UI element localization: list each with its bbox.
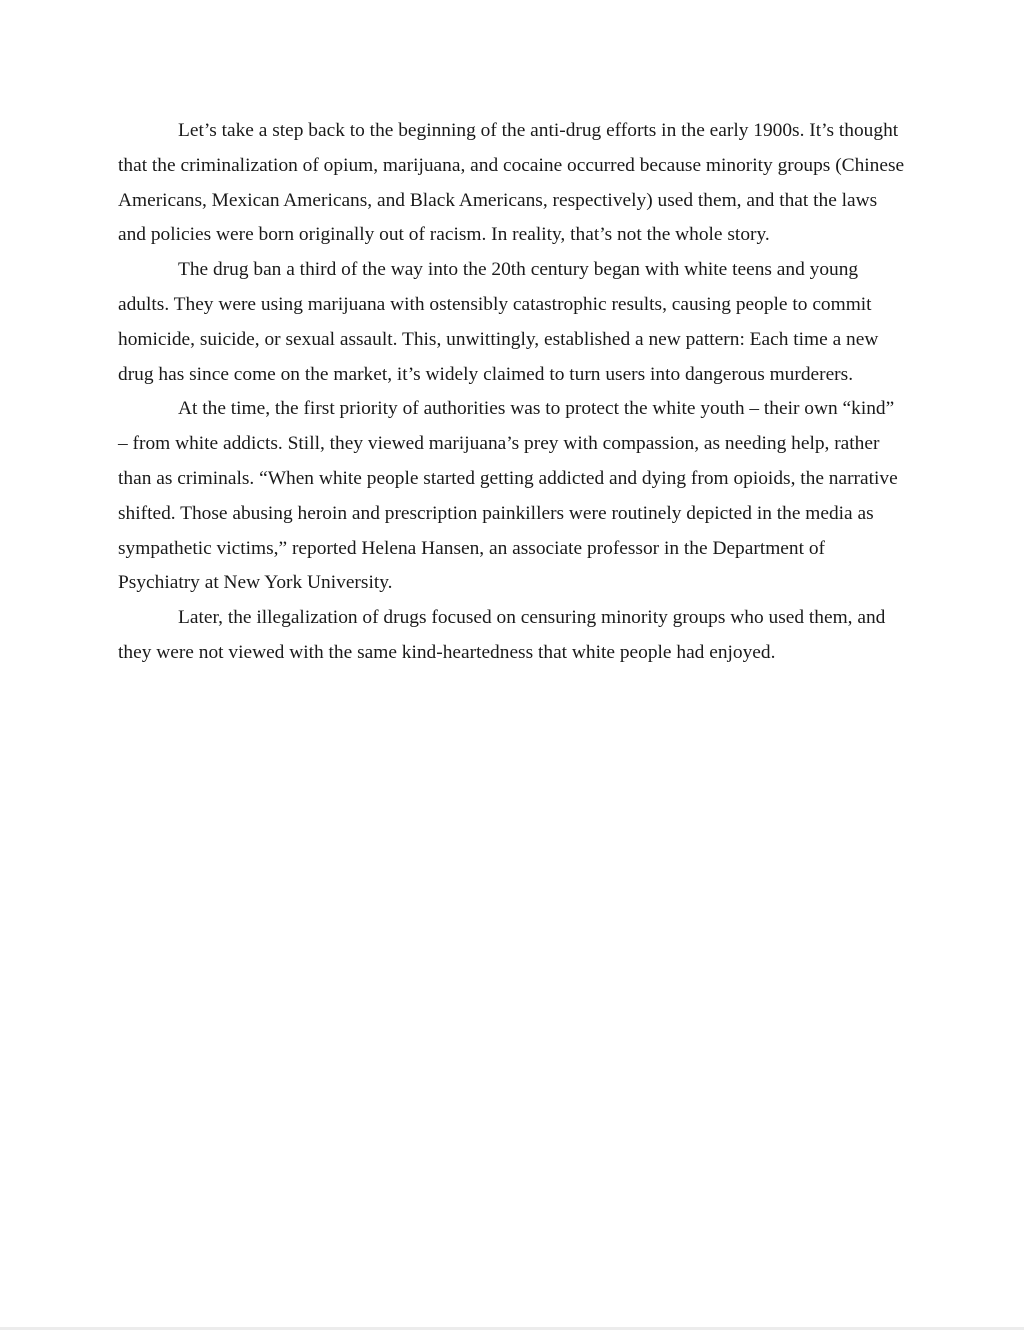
paragraph-3: At the time, the first priority of authorities was to protect the white youth – their own “kind” – from white addicts. Still, they viewed marijuana’s prey with compassion, as needing help, rather than as criminals. “When white people started getting addicted and dying from opioids, the narrative shifted. Those abusing heroin and prescription painkillers were routinely depicted in the media as sympathetic victims,” reported Helena Hansen, an associate professor in the Department of Psychiatry at New York University. [118,398,898,594]
paragraph-4: Later, the illegalization of drugs focused on censuring minority groups who used them, and they were not viewed with the same kind-heartedness that white people had enjoyed. [118,607,886,663]
paragraph-2: The drug ban a third of the way into the 20th century began with white teens and young adults. They were using marijuana with ostensibly catastrophic results, causing people to commit homicide, suicide, or sexual assault. This, unwittingly, established a new pattern: Each time a new drug has since come on the market, it’s widely claimed to turn users into dangerous murderers. [118,259,879,385]
body-text [118,114,906,671]
paragraph-1: Let’s take a step back to the beginning of the anti-drug efforts in the early 1900s. It’s thought that the criminalization of opium, marijuana, and cocaine occurred because minority groups (Chinese Americans, Mexican Americans, and Black Americans, respectively) used them, and that the laws and policies were born originally out of racism. In reality, that’s not the whole story. [118,120,905,246]
